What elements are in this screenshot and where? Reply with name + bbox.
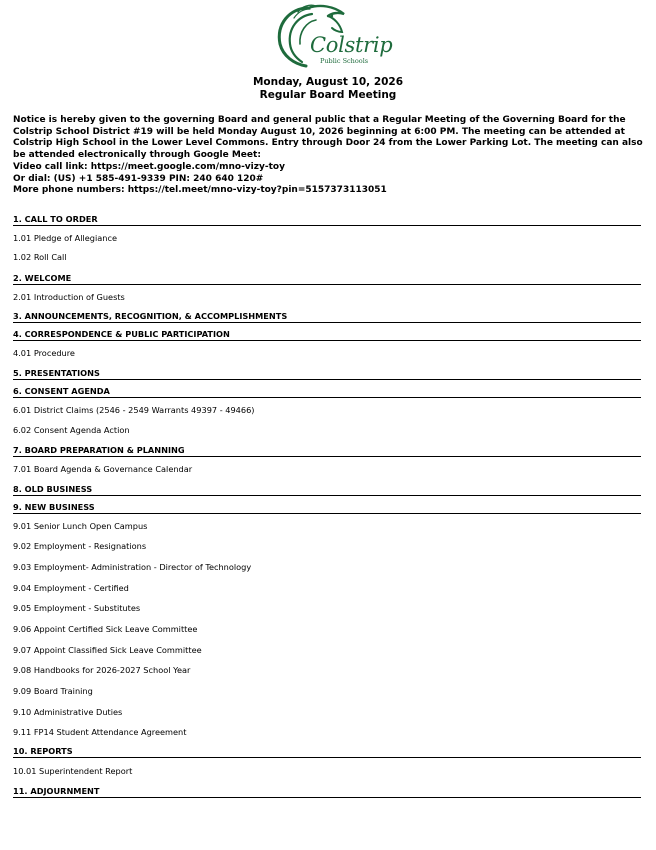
agenda-item: 10.01 Superintendent Report [13,766,133,776]
section-new-business: 9. NEW BUSINESS [13,502,641,514]
section-correspondence: 4. CORRESPONDENCE & PUBLIC PARTICIPATION [13,329,641,341]
agenda-item: 9.08 Handbooks for 2026-2027 School Year [13,665,191,675]
section-consent-agenda: 6. CONSENT AGENDA [13,386,641,398]
agenda-item: 6.01 District Claims (2546 - 2549 Warrants 49397 - 49466) [13,405,255,415]
agenda-item: 9.06 Appoint Certified Sick Leave Committee [13,624,198,634]
section-board-preparation: 7. BOARD PREPARATION & PLANNING [13,445,641,457]
notice-phone-numbers: More phone numbers: https://tel.meet/mno-vizy-toy?pin=5157373113051 [13,185,387,196]
agenda-item: 9.11 FP14 Student Attendance Agreement [13,727,187,737]
section-welcome: 2. WELCOME [13,273,641,285]
agenda-item: 6.02 Consent Agenda Action [13,425,130,435]
notice-video-link: Video call link: https://meet.google.com/mno-vizy-toy [13,161,285,172]
agenda-item: 9.07 Appoint Classified Sick Leave Committee [13,645,202,655]
section-announcements: 3. ANNOUNCEMENTS, RECOGNITION, & ACCOMPLISHMENTS [13,311,641,323]
agenda-item: 9.09 Board Training [13,686,93,696]
section-reports: 10. REPORTS [13,746,641,758]
meeting-title: Regular Board Meeting [259,89,397,101]
agenda-item: 4.01 Procedure [13,348,75,358]
section-old-business: 8. OLD BUSINESS [13,484,641,496]
agenda-item: 1.01 Pledge of Allegiance [13,233,118,243]
section-presentations: 5. PRESENTATIONS [13,368,641,380]
logo-subtitle: Public Schools [320,57,369,65]
meeting-date: Monday, August 10, 2026 [252,76,404,88]
section-call-to-order: 1. CALL TO ORDER [13,214,641,226]
agenda-item: 9.04 Employment - Certified [13,583,129,593]
meeting-notice [13,115,643,197]
agenda-item: 1.02 Roll Call [13,252,67,262]
agenda-item: 7.01 Board Agenda & Governance Calendar [13,464,193,474]
agenda-item: 9.01 Senior Lunch Open Campus [13,521,148,531]
agenda-item: 9.05 Employment - Substitutes [13,603,141,613]
agenda-item: 9.03 Employment- Administration - Director of Technology [13,562,252,572]
logo-wordmark: Colstrip [310,33,393,57]
agenda-item: 9.02 Employment - Resignations [13,541,147,551]
agenda-item: 2.01 Introduction of Guests [13,292,125,302]
section-adjournment: 11. ADJOURNMENT [13,786,641,798]
agenda-item: 9.10 Administrative Duties [13,707,123,717]
notice-paragraph: Notice is hereby given to the governing Board and general public that a Regular Meeting of the Governing Board for the Colstrip School District #19 will be held Monday August 10, 2026 beginning at 6:00 PM. The meeting can be attended at Colstrip High School in the Lower Level Commons. Entry through Door 24 from the Lower Parking Lot. The meeting can also be attended electronically through Google Meet: [13,115,643,161]
notice-dial-in: Or dial: (US) +1 585-491-9339 PIN: 240 640 120# [13,173,264,184]
